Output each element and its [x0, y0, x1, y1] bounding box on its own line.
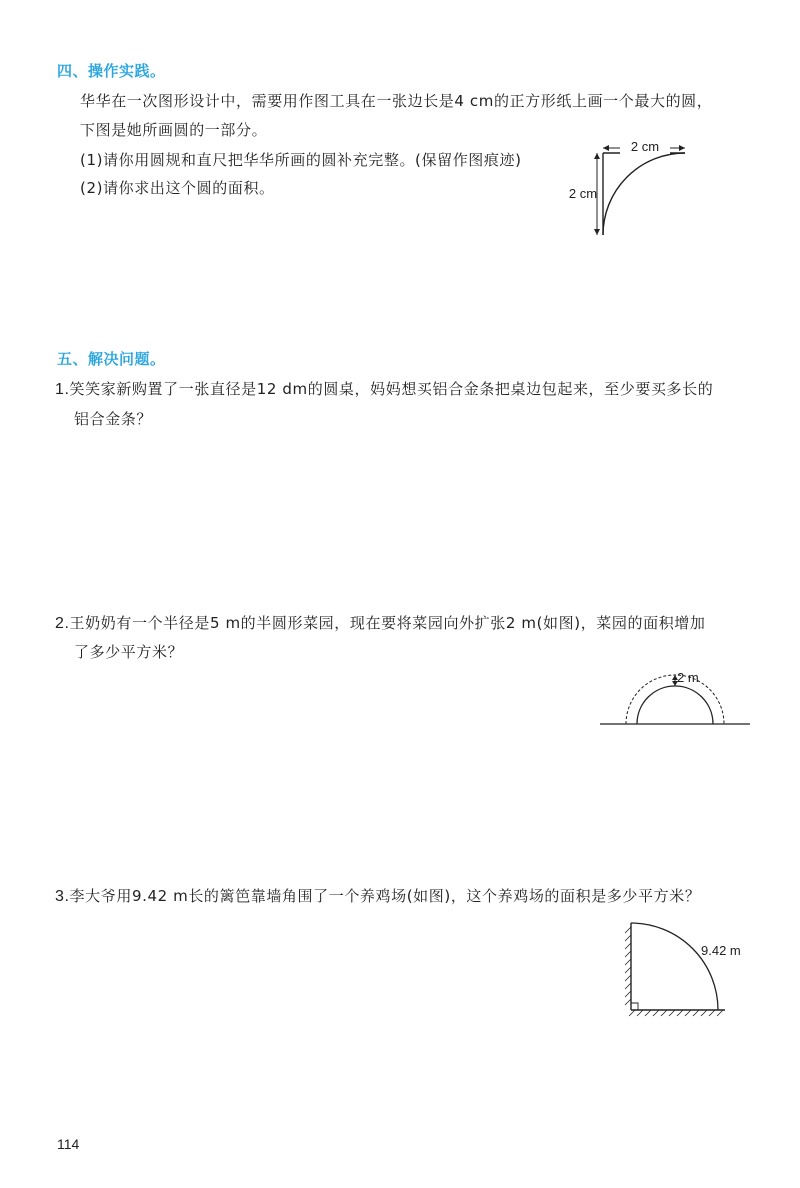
section-4-intro-line-2: 下图是她所画圆的一部分。: [80, 121, 268, 139]
problem-2-number: 2.: [55, 615, 70, 632]
garden-label: 2 m: [677, 670, 699, 685]
page-number: 114: [57, 1136, 80, 1152]
problem-1-line-2: 铝合金条？: [74, 410, 153, 428]
problem-2-text: 王奶奶有一个半径是5 m的半圆形菜园，现在要将菜园向外扩张2 m(如图)，菜园的面积增加: [69, 614, 706, 632]
section-4-question-1: (1)请你用圆规和直尺把华华所画的圆补充完整。(保留作图痕迹): [80, 151, 522, 169]
problem-1-number: 1.: [55, 381, 70, 398]
problem-2-line-2: 了多少平方米？: [74, 643, 184, 661]
problem-1-line-1: [55, 378, 713, 401]
section-4-title: 四、操作实践。: [57, 62, 166, 80]
quarter-circle-figure: [560, 135, 700, 245]
problem-3-number: 3.: [55, 888, 70, 905]
section-5-title: 五、解决问题。: [57, 350, 166, 368]
problem-3-line-1: [55, 885, 700, 908]
semicircle-garden-figure: [595, 664, 755, 734]
chicken-yard-figure: [615, 915, 765, 1025]
section-4-question-2: (2)请你求出这个圆的面积。: [80, 179, 275, 197]
figure-left-label: 2 cm: [568, 186, 598, 201]
problem-2-line-1: [55, 612, 706, 635]
figure-top-label: 2 cm: [630, 139, 660, 154]
fence-length-label: 9.42 m: [701, 943, 741, 958]
problem-3-text: 李大爷用9.42 m长的篱笆靠墙角围了一个养鸡场(如图)，这个养鸡场的面积是多少平方米？: [69, 887, 701, 905]
section-4-intro-line-1: 华华在一次图形设计中，需要用作图工具在一张边长是4 cm的正方形纸上画一个最大的圆，: [80, 92, 713, 110]
problem-1-text: 笑笑家新购置了一张直径是12 dm的圆桌，妈妈想买铝合金条把桌边包起来，至少要买多长的: [69, 380, 714, 398]
